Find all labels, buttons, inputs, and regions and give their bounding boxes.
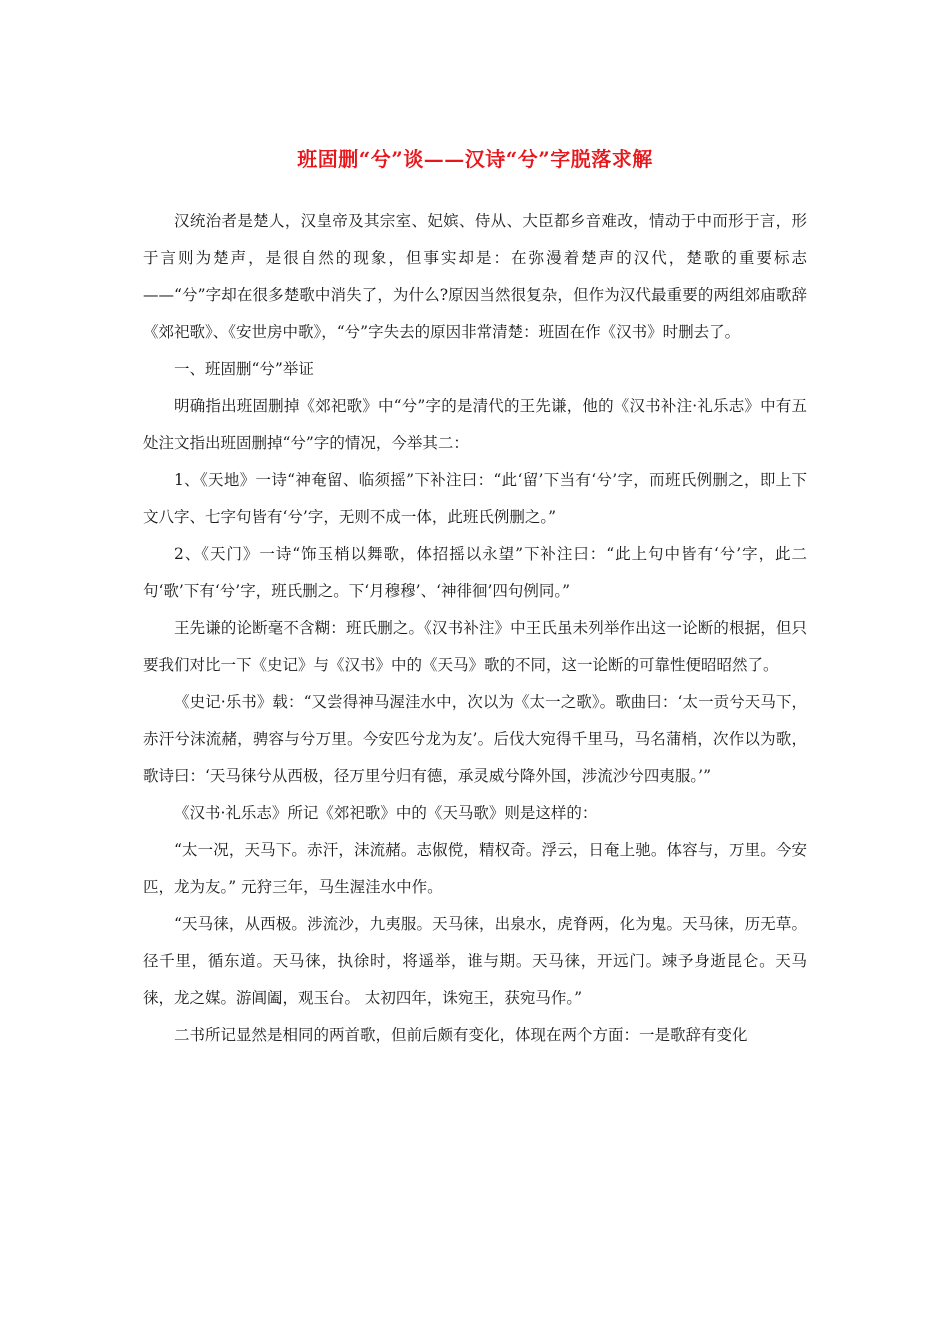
document-title: 班固删“兮”谈——汉诗“兮”字脱落求解 (297, 147, 653, 171)
paragraph: 明确指出班固删掉《郊祀歌》中“兮”字的是清代的王先谦，他的《汉书补注·礼乐志》中有五处注文指出班固删掉“兮”字的情况，今举其二： (143, 397, 807, 452)
document-body (143, 203, 807, 1054)
section-heading: 一、班固删“兮”举证 (174, 360, 314, 378)
paragraph: 《汉书·礼乐志》所记《郊祀歌》中的《天马歌》则是这样的： (174, 804, 598, 822)
paragraph: “天马徕，从西极。涉流沙，九夷服。天马徕，出泉水，虎脊两，化为鬼。天马徕，历无草。径千里，循东道。天马徕，执徐时，将遥举，谁与期。天马徕，开远门。竦予身逝昆仑。天马徕，龙之媒。游阊阖，观玉台。 太初四年，诛宛王，获宛马作。” (143, 915, 807, 1007)
paragraph: 1、《天地》一诗“神奄留、临须摇”下补注曰：“此‘留’下当有‘兮’字，而班氏例删之，即上下文八字、七字句皆有‘兮’字，无则不成一体，此班氏例删之。” (143, 471, 807, 526)
paragraph: 王先谦的论断毫不含糊：班氏删之。《汉书补注》中王氏虽未列举作出这一论断的根据，但只要我们对比一下《史记》与《汉书》中的《天马》歌的不同，这一论断的可靠性便昭昭然了。 (143, 619, 807, 674)
paragraph: “太一况，天马下。赤汗，沫流赭。志俶傥，精权奇。浮云，日奄上驰。体容与，万里。今安匹，龙为友。” 元狩三年，马生渥洼水中作。 (143, 841, 807, 896)
paragraph: 汉统治者是楚人，汉皇帝及其宗室、妃嫔、侍从、大臣都乡音难改，情动于中而形于言，形于言则为楚声，是很自然的现象，但事实却是：在弥漫着楚声的汉代，楚歌的重要标志——“兮”字却在很多楚歌中消失了，为什么?原因当然很复杂，但作为汉代最重要的两组郊庙歌辞《郊祀歌》、《安世房中歌》，“兮”字失去的原因非常清楚：班固在作《汉书》时删去了。 (143, 212, 807, 341)
paragraph: 《史记·乐书》载：“又尝得神马渥洼水中，次以为《太一之歌》。歌曲曰：‘太一贡兮天马下，赤汗兮沫流赭，骋容与兮万里。今安匹兮龙为友’。后伐大宛得千里马，马名蒲梢，次作以为歌，歌诗曰：‘天马徕兮从西极，径万里兮归有德，承灵威兮降外国，涉流沙兮四夷服。’” (143, 693, 807, 785)
paragraph: 2、《天门》一诗“饰玉梢以舞歌，体招摇以永望”下补注曰：“此上句中皆有‘兮’字，此二句‘歌’下有‘兮’字，班氏删之。下‘月穆穆’、‘神徘徊’四句例同。” (143, 545, 807, 600)
paragraph: 二书所记显然是相同的两首歌，但前后颇有变化，体现在两个方面：一是歌辞有变化 (174, 1026, 748, 1044)
